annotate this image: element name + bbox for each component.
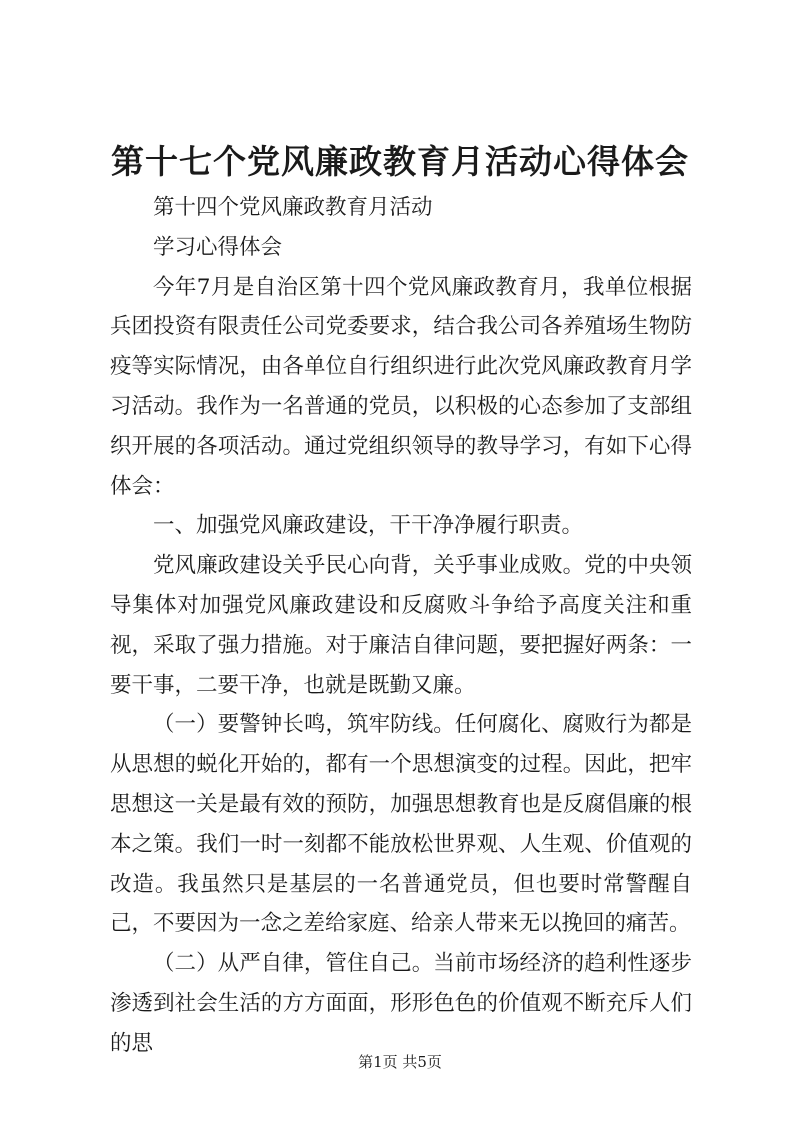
section-heading-1: 一、加强党风廉政建设，干干净净履行职责。 [153, 513, 584, 539]
subtitle-line-2: 学习心得体会 [153, 234, 283, 260]
document-title: 第十七个党风廉政教育月活动心得体会 [111, 142, 689, 181]
document-body [110, 188, 692, 1064]
page-number-footer: 第1页 共5页 [358, 1053, 442, 1071]
paragraph-section-1: 党风廉政建设关乎民心向背，关乎事业成败。党的中央领导集体对加强党风廉政建设和反腐败斗争给予高度关注和重视，采取了强力措施。对于廉洁自律问题，要把握好两条：一要干事，二要干净，也就是既勤又廉。 [110, 553, 692, 698]
paragraph-point-1: （一）要警钟长鸣，筑牢防线。任何腐化、腐败行为都是从思想的蜕化开始的，都有一个思想演变的过程。因此，把牢思想这一关是最有效的预防，加强思想教育也是反腐倡廉的根本之策。我们一时一刻都不能放松世界观、人生观、价值观的改造。我虽然只是基层的一名普通党员，但也要时常警醒自己，不要因为一念之差给家庭、给亲人带来无以挽回的痛苦。 [110, 712, 692, 937]
paragraph-intro: 今年7月是自治区第十四个党风廉政教育月，我单位根据兵团投资有限责任公司党委要求，结合我公司各养殖场生物防疫等实际情况，由各单位自行组织进行此次党风廉政教育月学习活动。我作为一名普通的党员，以积极的心态参加了支部组织开展的各项活动。通过党组织领导的教导学习，有如下心得体会： [110, 274, 692, 499]
subtitle-line-1: 第十四个党风廉政教育月活动 [153, 195, 433, 220]
paragraph-point-2: （二）从严自律，管住自己。当前市场经济的趋利性逐步渗透到社会生活的方方面面，形形色色的价值观不断充斥人们的思 [110, 951, 692, 1056]
